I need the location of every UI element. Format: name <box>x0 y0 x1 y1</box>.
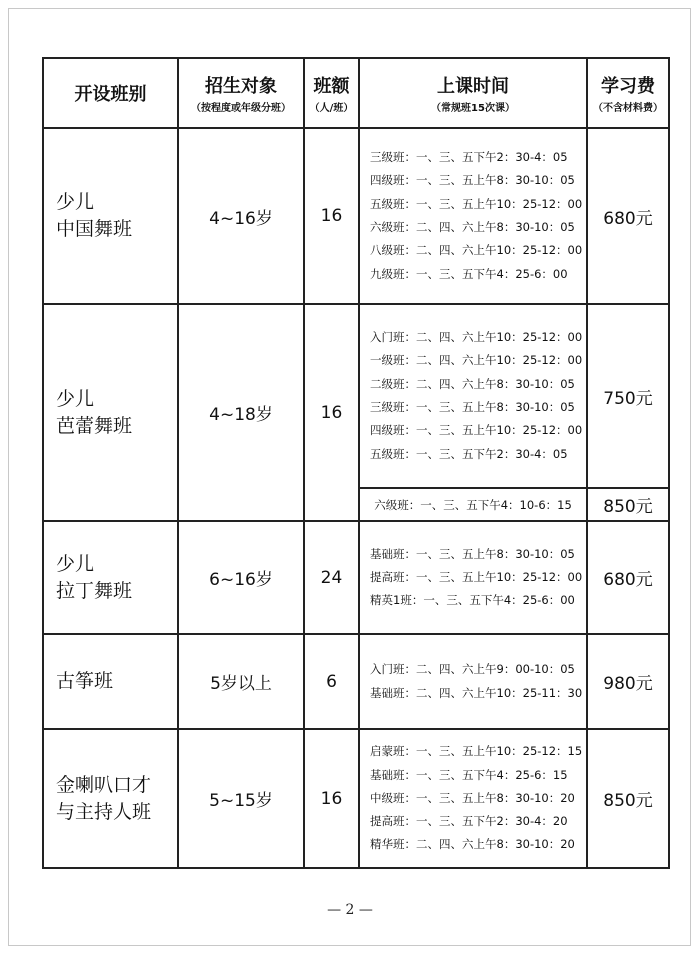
course-fee: 680元 <box>587 521 669 634</box>
course-times: 三级班：一、三、五下午2：30-4：05 四级班：一、三、五上午8：30-10：05 五级班：一、三、五上午10：25-12：00 六级班：二、四、六上午8：30-10：05 八级班：二、四、六上午10：25-12：00 九级班：一、三、五下午4：25-6：00 <box>359 128 587 304</box>
course-age: 5~15岁 <box>178 729 304 868</box>
header-target: 招生对象 （按程度或年级分班） <box>178 58 304 128</box>
course-age: 4~16岁 <box>178 128 304 304</box>
course-fee: 980元 <box>587 634 669 729</box>
course-fee: 850元 <box>587 729 669 868</box>
header-course: 开设班别 <box>43 58 178 128</box>
course-size: 24 <box>304 521 359 634</box>
course-size: 16 <box>304 304 359 521</box>
course-size: 16 <box>304 128 359 304</box>
course-times: 入门班：二、四、六上午9：00-10：05 基础班：二、四、六上午10：25-11：30 <box>359 634 587 729</box>
course-size: 16 <box>304 729 359 868</box>
course-size: 6 <box>304 634 359 729</box>
course-name: 少儿 中国舞班 <box>43 128 178 304</box>
table-row <box>43 128 669 304</box>
header-class-size: 班额 （人/班） <box>304 58 359 128</box>
table-row <box>43 729 669 868</box>
table-row <box>43 521 669 634</box>
course-schedule-table <box>42 57 670 869</box>
page-number: — 2 — <box>327 902 373 918</box>
header-schedule: 上课时间 （常规班15次课） <box>359 58 587 128</box>
course-times: 基础班：一、三、五上午8：30-10：05 提高班：一、三、五上午10：25-12：00 精英1班：一、三、五下午4：25-6：00 <box>359 521 587 634</box>
course-times: 启蒙班：一、三、五上午10：25-12：15 基础班：一、三、五下午4：25-6：15 中级班：一、三、五上午8：30-10：20 提高班：一、三、五下午2：30-4：20 精华班：二、四、六上午8：30-10：20 <box>359 729 587 868</box>
course-name: 金喇叭口才 与主持人班 <box>43 729 178 868</box>
course-age: 6~16岁 <box>178 521 304 634</box>
course-extra-time: 六级班：一、三、五下午4：10-6：15 <box>359 488 587 521</box>
course-name: 少儿 拉丁舞班 <box>43 521 178 634</box>
header-row <box>43 58 669 128</box>
course-times: 入门班：二、四、六上午10：25-12：00 一级班：二、四、六上午10：25-12：00 二级班：二、四、六上午8：30-10：05 三级班：一、三、五上午8：30-10：05 四级班：一、三、五上午10：25-12：00 五级班：一、三、五下午2：30-4：05 <box>359 304 587 488</box>
course-name: 少儿 芭蕾舞班 <box>43 304 178 521</box>
course-extra-fee: 850元 <box>587 488 669 521</box>
course-age: 4~18岁 <box>178 304 304 521</box>
table-row <box>43 634 669 729</box>
header-fee: 学习费 （不含材料费） <box>587 58 669 128</box>
course-fee: 680元 <box>587 128 669 304</box>
course-fee: 750元 <box>587 304 669 488</box>
table-row <box>43 304 669 488</box>
course-age: 5岁以上 <box>178 634 304 729</box>
course-name: 古筝班 <box>43 634 178 729</box>
